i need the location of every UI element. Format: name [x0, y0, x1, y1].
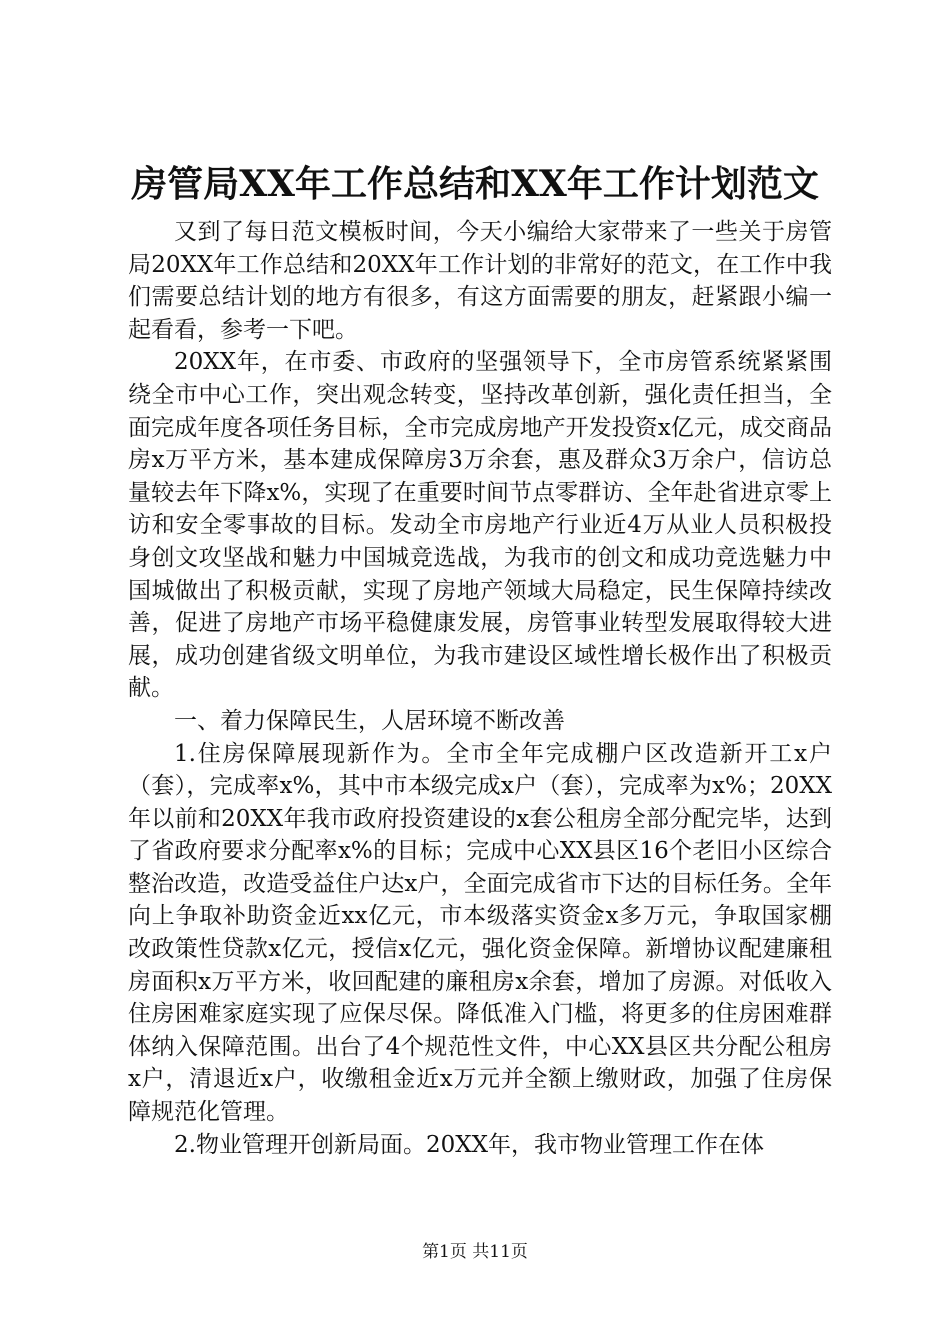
- document-title: 房管局XX年工作总结和XX年工作计划范文: [131, 163, 819, 205]
- paragraph-intro: 又到了每日范文模板时间，今天小编给大家带来了一些关于房管局20XX年工作总结和20XX年工作计划的非常好的范文，在工作中我们需要总结计划的地方有很多，有这方面需要的朋友，赶紧跟小编一起看看，参考一下吧。: [128, 219, 832, 343]
- paragraph-summary: 20XX年，在市委、市政府的坚强领导下，全市房管系统紧紧围绕全市中心工作，突出观念转变，坚持改革创新，强化责任担当，全面完成年度各项任务目标，全市完成房地产开发投资x亿元，成交商品房x万平方米，基本建成保障房3万余套，惠及群众3万余户，信访总量较去年下降x%，实现了在重要时间节点零群访、全年赴省进京零上访和安全零事故的目标。发动全市房地产行业近4万从业人员积极投身创文攻坚战和魅力中国城竞选战，为我市的创文和成功竞选魅力中国城做出了积极贡献，实现了房地产领域大局稳定，民生保障持续改善，促进了房地产市场平稳健康发展，房管事业转型发展取得较大进展，成功创建省级文明单位，为我市建设区域性增长极作出了积极贡献。: [128, 349, 832, 702]
- document-body: [128, 216, 832, 1161]
- paragraph-housing-security: 1.住房保障展现新作为。全市全年完成棚户区改造新开工x户（套），完成率x%，其中市本级完成x户（套），完成率为x%；20XX年以前和20XX年我市政府投资建设的x套公租房全部分配完毕，达到了省政府要求分配率x%的目标；完成中心XX县区16个老旧小区综合整治改造，改造受益住户达x户，全面完成省市下达的目标任务。全年向上争取补助资金近xx亿元，市本级落实资金x多万元，争取国家棚改政策性贷款x亿元，授信x亿元，强化资金保障。新增协议配建廉租房面积x万平方米，收回配建的廉租房x余套，增加了房源。对低收入住房困难家庭实现了应保尽保。降低准入门槛，将更多的住房困难群体纳入保障范围。出台了4个规范性文件，中心XX县区共分配公租房x户，清退近x户，收缴租金近x万元并全额上缴财政，加强了住房保障规范化管理。: [128, 740, 832, 1126]
- section-heading: 一、着力保障民生，人居环境不断改善: [174, 707, 565, 734]
- page-number: 第1页 共11页: [422, 1242, 528, 1262]
- paragraph-property-management: 2.物业管理开创新局面。20XX年，我市物业管理工作在体: [174, 1131, 764, 1158]
